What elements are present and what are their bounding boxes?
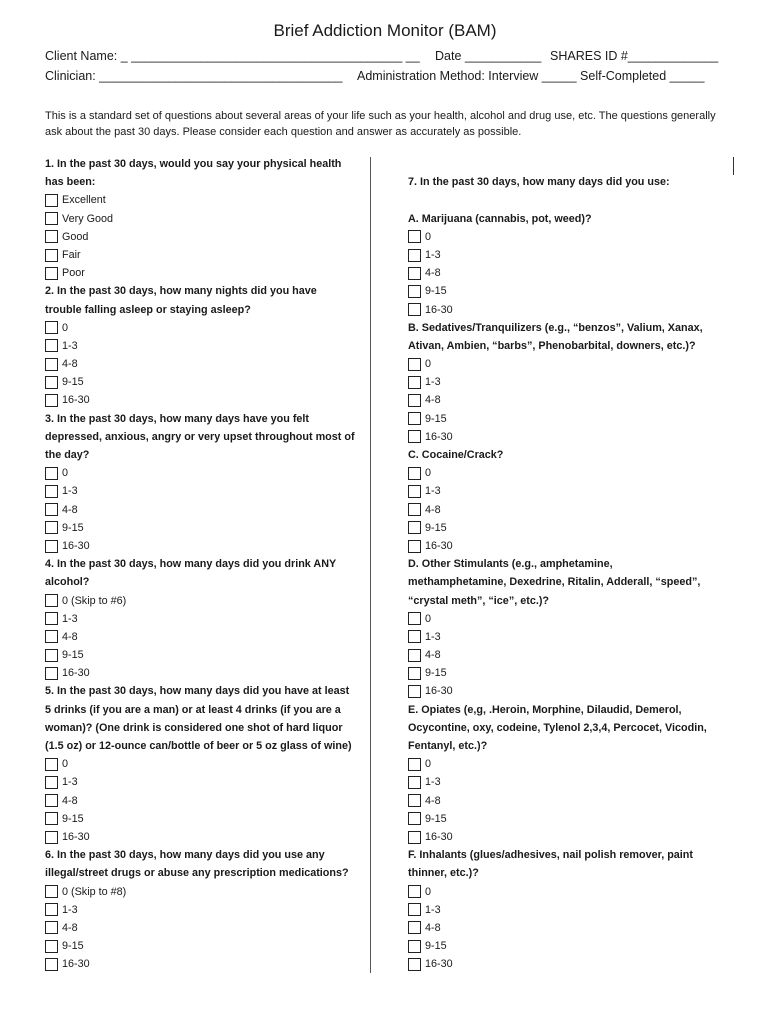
answer-option[interactable] [45,355,375,373]
answer-option[interactable] [45,464,375,482]
checkbox[interactable] [408,940,421,953]
checkbox[interactable] [45,394,58,407]
question-text: E. Opiates (e,g, .Heroin, Morphine, Dilaudid, Demerol, [408,703,682,716]
question-text: D. Other Stimulants (e.g., amphetamine, [408,558,613,571]
option-label: 4-8 [425,267,441,280]
option-label: 4-8 [62,503,78,516]
checkbox[interactable] [408,267,421,280]
option-label: 1-3 [425,376,441,389]
question-text: 4. In the past 30 days, how many days did you drink ANY [45,558,337,571]
option-label: 4-8 [425,394,441,407]
checkbox[interactable] [408,921,421,934]
answer-option[interactable] [408,301,738,319]
checkbox[interactable] [45,885,58,898]
answer-option[interactable] [408,646,738,664]
option-label: 9-15 [62,376,84,389]
answer-option[interactable] [408,428,738,446]
checkbox[interactable] [408,758,421,771]
option-label: 9-15 [62,521,84,534]
checkbox[interactable] [408,430,421,443]
option-label: 9-15 [62,649,84,662]
checkbox[interactable] [408,649,421,662]
answer-option[interactable] [45,228,375,246]
option-label: 4-8 [425,921,441,934]
answer-option[interactable] [408,373,738,391]
answer-option[interactable] [408,537,738,555]
checkbox[interactable] [408,612,421,625]
question-text: the day? [45,449,90,461]
question-text: 2. In the past 30 days, how many nights did you have [45,285,317,298]
answer-option[interactable] [408,264,738,282]
checkbox[interactable] [45,776,58,789]
answer-option[interactable] [45,537,375,555]
question-text: 5. In the past 30 days, how many days did you have at least [45,685,350,698]
checkbox[interactable] [45,521,58,534]
option-label: 4-8 [425,649,441,662]
checkbox[interactable] [45,812,58,825]
checkbox[interactable] [45,758,58,771]
option-label: 0 (Skip to #6) [62,594,127,607]
option-label: 16-30 [425,539,453,552]
checkbox[interactable] [45,540,58,553]
option-label: 16-30 [425,958,453,971]
option-label: 4-8 [425,794,441,807]
checkbox[interactable] [408,358,421,371]
answer-option[interactable] [45,628,375,646]
option-label: 4-8 [62,794,78,807]
answer-option[interactable] [45,828,375,846]
clinician-field[interactable]: Clinician: ___________________________________ [45,69,343,83]
question-text: 7. In the past 30 days, how many days did you use: [408,176,670,189]
question-text: has been: [45,176,96,189]
spacer [408,155,738,173]
option-label: 4-8 [425,503,441,516]
checkbox[interactable] [45,358,58,371]
option-label: 1-3 [425,630,441,643]
answer-option[interactable] [408,828,738,846]
checkbox[interactable] [45,339,58,352]
answer-option[interactable] [45,792,375,810]
checkbox[interactable] [45,503,58,516]
option-label: 16-30 [425,430,453,443]
checkbox[interactable] [45,831,58,844]
question-text: methamphetamine, Dexedrine, Ritalin, Adderall, “speed”, [408,576,701,589]
option-label: 9-15 [425,285,447,298]
answer-option[interactable] [45,610,375,628]
option-label: 1-3 [62,776,78,789]
answer-option[interactable] [45,592,375,610]
answer-option[interactable] [408,773,738,791]
checkbox[interactable] [408,540,421,553]
checkbox[interactable] [408,685,421,698]
answer-option[interactable] [45,883,375,901]
answer-option[interactable] [45,519,375,537]
option-label: 0 [425,758,432,771]
checkbox[interactable] [408,794,421,807]
checkbox[interactable] [408,903,421,916]
question-text: A. Marijuana (cannabis, pot, weed)? [408,212,592,225]
answer-option[interactable] [408,228,738,246]
checkbox[interactable] [45,230,58,243]
checkbox[interactable] [408,521,421,534]
answer-option[interactable] [45,373,375,391]
answer-option[interactable] [408,883,738,901]
answer-option[interactable] [408,246,738,264]
option-label: 9-15 [425,412,447,425]
answer-option[interactable] [408,792,738,810]
answer-option[interactable] [45,664,375,682]
option-label: 9-15 [62,940,84,953]
question-text: Fentanyl, etc.)? [408,740,488,752]
checkbox[interactable] [45,267,58,280]
question-text: alcohol? [45,576,90,589]
checkbox[interactable] [408,485,421,498]
answer-option[interactable] [408,391,738,409]
answer-option[interactable] [45,246,375,264]
answer-option[interactable] [408,610,738,628]
option-label: 0 [62,758,69,771]
client-name-field[interactable]: Client Name: _ _______________________________________ __ [45,49,420,63]
checkbox[interactable] [45,194,58,207]
option-label: 16-30 [62,830,90,843]
question-text: thinner, etc.)? [408,867,479,880]
answer-option[interactable] [45,810,375,828]
checkbox[interactable] [45,667,58,680]
question-text: Ocycontine, oxy, codeine, Tylenol 2,3,4, Percocet, Vicodin, [408,721,707,734]
checkbox[interactable] [45,467,58,480]
answer-option[interactable] [408,664,738,682]
checkbox[interactable] [45,940,58,953]
answer-option[interactable] [408,482,738,500]
checkbox[interactable] [45,376,58,389]
checkbox[interactable] [45,212,58,225]
checkbox[interactable] [45,321,58,334]
option-label: 0 [62,467,69,480]
answer-option[interactable] [45,210,375,228]
answer-option[interactable] [45,337,375,355]
checkbox[interactable] [45,903,58,916]
option-label: 1-3 [425,903,441,916]
checkbox[interactable] [408,776,421,789]
answer-option[interactable] [408,501,738,519]
answer-option[interactable] [45,919,375,937]
checkbox[interactable] [45,612,58,625]
question-text: woman)? (One drink is considered one shot of hard liquor [45,721,343,734]
answer-option[interactable] [45,264,375,282]
answer-option[interactable] [45,955,375,973]
answer-option[interactable] [408,682,738,700]
option-label: 9-15 [425,940,447,953]
answer-option[interactable] [408,810,738,828]
question-text: “crystal meth”, “ice”, etc.)? [408,594,550,607]
answer-option[interactable] [45,773,375,791]
checkbox[interactable] [45,921,58,934]
answer-option[interactable] [45,501,375,519]
checkbox[interactable] [408,285,421,298]
option-label: 0 [425,885,432,898]
answer-option[interactable] [45,755,375,773]
answer-option[interactable] [45,937,375,955]
administration-method-field[interactable]: Administration Method: Interview _____ Self-Completed _____ [357,69,705,83]
checkbox[interactable] [408,412,421,425]
checkbox[interactable] [45,249,58,262]
checkbox[interactable] [408,249,421,262]
answer-option[interactable] [45,191,375,209]
answer-option[interactable] [45,901,375,919]
checkbox[interactable] [45,958,58,971]
option-label: 9-15 [425,667,447,680]
checkbox[interactable] [408,885,421,898]
answer-option[interactable] [408,282,738,300]
answer-option[interactable] [408,919,738,937]
question-text: 6. In the past 30 days, how many days did you use any [45,849,325,862]
question-text: trouble falling asleep or staying asleep? [45,303,251,316]
option-label: 0 [425,612,432,625]
option-label: 16-30 [425,303,453,316]
option-label: 1-3 [62,612,78,625]
answer-option[interactable] [408,355,738,373]
checkbox[interactable] [45,630,58,643]
option-label: 16-30 [62,958,90,971]
checkbox[interactable] [45,649,58,662]
question-text: 1. In the past 30 days, would you say your physical health [45,158,342,170]
question-text: 5 drinks (if you are a man) or at least 4 drinks (if you are a [45,703,341,716]
option-label: 4-8 [62,921,78,934]
question-text: illegal/street drugs or abuse any prescription medications? [45,867,349,880]
checkbox[interactable] [408,467,421,480]
checkbox[interactable] [408,376,421,389]
checkbox[interactable] [408,503,421,516]
option-label: 1-3 [425,248,441,261]
answer-option[interactable] [408,519,738,537]
option-label: 16-30 [62,394,90,407]
option-label: Good [62,230,89,243]
question-text: Ativan, Ambien, “barbs”, Phenobarbital, downers, etc.)? [408,339,696,352]
option-label: 1-3 [62,903,78,916]
option-label: 9-15 [425,812,447,825]
answer-option[interactable] [45,482,375,500]
option-label: Fair [62,248,81,261]
answer-option[interactable] [408,955,738,973]
checkbox[interactable] [408,667,421,680]
option-label: 16-30 [425,830,453,843]
question-text: F. Inhalants (glues/adhesives, nail polish remover, paint [408,849,693,862]
option-label: 16-30 [425,685,453,698]
answer-option[interactable] [408,410,738,428]
option-label: Very Good [62,212,114,225]
answer-option[interactable] [408,755,738,773]
checkbox[interactable] [408,230,421,243]
question-text: B. Sedatives/Tranquilizers (e.g., “benzos”, Valium, Xanax, [408,321,703,334]
option-label: 9-15 [62,812,84,825]
form-title: Brief Addiction Monitor (BAM) [273,21,497,40]
answer-option[interactable] [408,464,738,482]
question-text: depressed, anxious, angry or very upset throughout most of [45,430,355,443]
checkbox[interactable] [408,394,421,407]
question-text: C. Cocaine/Crack? [408,449,504,461]
option-label: 1-3 [425,485,441,498]
answer-option[interactable] [45,391,375,409]
checkbox[interactable] [408,812,421,825]
option-label: 0 [425,230,432,243]
checkbox[interactable] [408,958,421,971]
answer-option[interactable] [408,901,738,919]
option-label: 0 [62,321,69,334]
answer-option[interactable] [45,319,375,337]
date-field[interactable]: Date ___________ [435,49,542,63]
option-label: 4-8 [62,358,78,371]
question-text: (1.5 oz) or 12-ounce can/bottle of beer or 5 oz glass of wine) [45,740,352,752]
question-text: 3. In the past 30 days, how many days have you felt [45,412,310,425]
option-label: 1-3 [62,485,78,498]
option-label: 16-30 [62,667,90,680]
option-label: 0 (Skip to #8) [62,885,127,898]
option-label: 1-3 [62,339,78,352]
option-label: 0 [425,467,432,480]
option-label: Excellent [62,194,106,207]
checkbox[interactable] [45,594,58,607]
option-label: 1-3 [425,776,441,789]
right-question-column [408,155,738,973]
intro-paragraph: This is a standard set of questions about several areas of your life such as your health, alcohol and drug use, etc. The questions generally ask about the past 30 days. Please consider each question and answer as accurately as possible. [45,110,716,138]
option-label: 9-15 [425,521,447,534]
checkbox[interactable] [408,303,421,316]
checkbox[interactable] [45,794,58,807]
shares-id-field[interactable]: SHARES ID #_____________ [550,49,719,63]
answer-option[interactable] [408,628,738,646]
option-label: Poor [62,267,85,280]
left-question-column [45,155,375,973]
spacer [408,191,738,209]
checkbox[interactable] [408,630,421,643]
option-label: 4-8 [62,630,78,643]
checkbox[interactable] [45,485,58,498]
answer-option[interactable] [45,646,375,664]
option-label: 16-30 [62,539,90,552]
checkbox[interactable] [408,831,421,844]
answer-option[interactable] [408,937,738,955]
option-label: 0 [425,358,432,371]
